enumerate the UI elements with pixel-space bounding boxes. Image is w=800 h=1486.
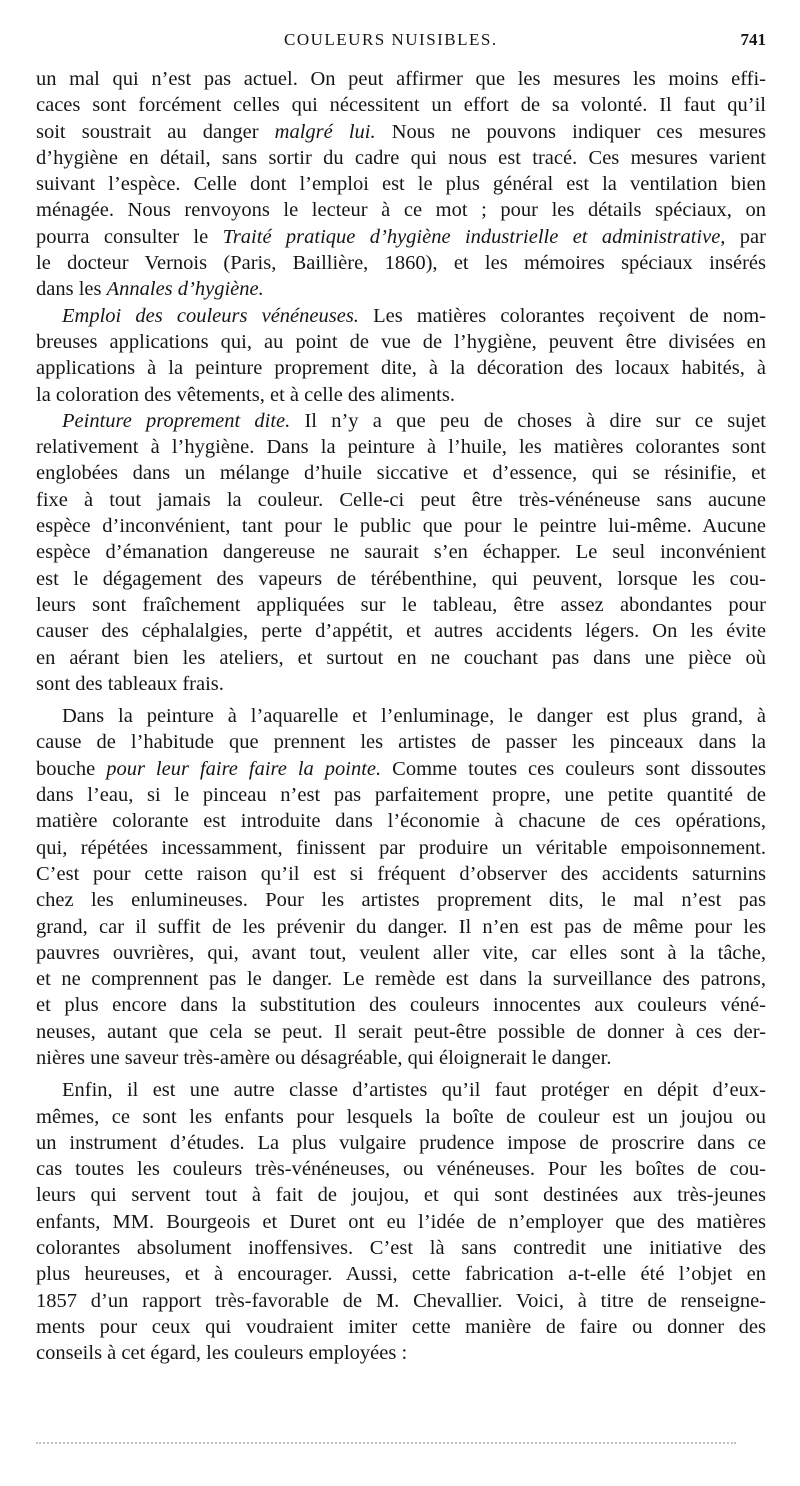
text-segment: dans l’eau, si le pinceau n’est pas parfaitement propre, une petite quantité de bbox=[36, 784, 766, 807]
text-segment: qui, répétées incessamment, finissent par produire un véritable empoisonnement. bbox=[36, 836, 766, 859]
text-line bbox=[36, 992, 766, 1018]
text-segment: et ne comprennent pas le danger. Le remède est dans la surveillance des patrons, bbox=[36, 968, 766, 991]
text-segment: applications à la peinture proprement dite, à la décoration des locaux habités, à bbox=[36, 357, 766, 380]
text-line bbox=[36, 1104, 766, 1130]
text-segment: breuses applications qui, au point de vue de l’hygiène, peuvent être divisées en bbox=[36, 330, 766, 353]
text-line bbox=[36, 197, 766, 223]
text-line bbox=[36, 729, 766, 755]
text-segment: Il n’y a que peu de choses à dire sur ce sujet bbox=[290, 409, 766, 432]
text-segment: enfants, MM. Bourgeois et Duret ont eu l’idée de n’employer que des matières bbox=[36, 1210, 766, 1233]
text-segment: fixe à tout jamais la couleur. Celle-ci peut être très-vénéneuse sans aucune bbox=[36, 488, 766, 511]
italic-text: pour leur faire faire la pointe. bbox=[106, 757, 382, 780]
text-line bbox=[36, 329, 766, 355]
text-line bbox=[36, 1130, 766, 1156]
text-segment: 1857 d’un rapport très-favorable de M. Chevallier. Voici, à titre de renseigne- bbox=[36, 1289, 766, 1312]
footer-rule bbox=[36, 1442, 736, 1448]
italic-text: malgré lui. bbox=[274, 120, 376, 143]
text-line bbox=[36, 887, 766, 913]
text-line bbox=[36, 487, 766, 513]
text-segment: pourra consulter le bbox=[36, 225, 223, 248]
text-line bbox=[36, 835, 766, 861]
text-line bbox=[36, 303, 766, 329]
text-segment: cas toutes les couleurs très-vénéneuses, ou vénéneuses. Pour les boîtes de cou- bbox=[36, 1158, 766, 1181]
text-line bbox=[36, 119, 766, 145]
text-segment: leurs qui servent tout à fait de joujou, et qui sont destinées aux très-jeunes bbox=[36, 1184, 766, 1207]
text-line bbox=[36, 355, 766, 381]
text-line bbox=[36, 703, 766, 729]
text-line bbox=[36, 1182, 766, 1208]
text-line bbox=[36, 1340, 766, 1366]
text-segment: et plus encore dans la substitution des couleurs innocentes aux couleurs véné- bbox=[36, 994, 766, 1017]
text-segment: ments pour ceux qui voudraient imiter cette manière de faire ou donner des bbox=[36, 1315, 766, 1338]
text-line bbox=[36, 224, 766, 250]
text-line bbox=[36, 92, 766, 118]
text-line bbox=[36, 250, 766, 276]
text-segment: conseils à cet égard, les couleurs employées : bbox=[36, 1342, 408, 1365]
text-segment: est le dégagement des vapeurs de térébenthine, qui peuvent, lorsque les cou- bbox=[36, 567, 766, 590]
text-line bbox=[36, 1019, 766, 1045]
text-line bbox=[36, 1045, 766, 1071]
text-line bbox=[36, 171, 766, 197]
text-segment: relativement à l’hygiène. Dans la peinture à l’huile, les matières colorantes sont bbox=[36, 436, 766, 459]
italic-text: Annales d’hygiène. bbox=[106, 278, 264, 301]
text-line bbox=[36, 861, 766, 887]
text-segment: suivant l’espèce. Celle dont l’emploi est le plus général est la ventilation bien bbox=[36, 173, 766, 196]
text-segment: neuses, autant que cela se peut. Il serait peut-être possible de donner à ces der- bbox=[36, 1020, 766, 1043]
text-segment: Comme toutes ces couleurs sont dissoutes bbox=[381, 757, 766, 780]
text-line bbox=[36, 618, 766, 644]
text-segment: leurs sont fraîchement appliquées sur le tableau, être assez abondantes pour bbox=[36, 593, 766, 616]
text-line bbox=[36, 782, 766, 808]
text-line bbox=[36, 1261, 766, 1287]
text-line bbox=[36, 276, 766, 302]
text-line bbox=[36, 756, 766, 782]
italic-text: Traité pratique d’hygiène industrielle et administrative, bbox=[222, 225, 726, 248]
text-segment: grand, car il suffit de les prévenir du danger. Il n’en est pas de même pour les bbox=[36, 915, 766, 938]
italic-text: Peinture proprement dite. bbox=[62, 409, 291, 432]
text-segment: en aérant bien les ateliers, et surtout en ne couchant pas dans une pièce où bbox=[36, 646, 766, 669]
page-number: 741 bbox=[740, 30, 766, 49]
text-segment: Nous ne pouvons indiquer ces mesures bbox=[375, 120, 766, 143]
text-segment: sont des tableaux frais. bbox=[36, 672, 224, 695]
running-title: COULEURS NUISIBLES. bbox=[284, 30, 498, 49]
text-line bbox=[36, 1235, 766, 1261]
text-line bbox=[36, 513, 766, 539]
text-segment: mêmes, ce sont les enfants pour lesquels la boîte de couleur est un joujou ou bbox=[36, 1105, 766, 1128]
text-segment: un mal qui n’est pas actuel. On peut affirmer que les mesures les moins effi- bbox=[36, 68, 766, 90]
text-segment: nières une saveur très-amère ou désagréable, qui éloignerait le danger. bbox=[36, 1046, 612, 1069]
running-header bbox=[36, 30, 766, 56]
text-segment: matière colorante est introduite dans l’économie à chacune de ces opérations, bbox=[36, 810, 766, 833]
text-segment: Dans la peinture à l’aquarelle et l’enluminage, le danger est plus grand, à bbox=[62, 705, 766, 728]
text-segment: englobées dans un mélange d’huile siccative et d’essence, qui se résinifie, et bbox=[36, 462, 766, 485]
text-segment: caces sont forcément celles qui nécessitent un effort de sa volonté. Il faut qu’il bbox=[36, 94, 766, 117]
text-segment: soit soustrait au danger bbox=[36, 120, 275, 143]
text-line bbox=[36, 940, 766, 966]
text-segment: colorantes absolument inoffensives. C’est là sans contredit une initiative des bbox=[36, 1237, 766, 1260]
text-line bbox=[36, 382, 766, 408]
text-line bbox=[36, 539, 766, 565]
text-segment: un instrument d’études. La plus vulgaire prudence impose de proscrire dans ce bbox=[36, 1131, 766, 1154]
text-segment: d’hygiène en détail, sans sortir du cadre qui nous est tracé. Ces mesures varient bbox=[36, 146, 766, 169]
text-segment: ménagée. Nous renvoyons le lecteur à ce mot ; pour les détails spéciaux, on bbox=[36, 199, 766, 222]
text-line bbox=[36, 1209, 766, 1235]
text-segment: espèce d’inconvénient, tant pour le public que pour le peintre lui-même. Aucune bbox=[36, 515, 766, 538]
italic-text: Emploi des couleurs vénéneuses. bbox=[62, 304, 359, 327]
text-line bbox=[36, 1077, 766, 1103]
body-text bbox=[36, 66, 766, 1367]
text-line bbox=[36, 1156, 766, 1182]
text-segment: cause de l’habitude que prennent les artistes de passer les pinceaux dans la bbox=[36, 731, 766, 754]
text-line bbox=[36, 914, 766, 940]
text-line bbox=[36, 566, 766, 592]
text-segment: Enfin, il est une autre classe d’artistes qu’il faut protéger en dépit d’eux- bbox=[62, 1079, 766, 1102]
text-line bbox=[36, 1288, 766, 1314]
text-line bbox=[36, 460, 766, 486]
text-line bbox=[36, 645, 766, 671]
text-line bbox=[36, 1314, 766, 1340]
text-segment: plus heureuses, et à encourager. Aussi, cette fabrication a-t-elle été l’objet en bbox=[36, 1263, 766, 1286]
text-segment: Les matières colorantes reçoivent de nom- bbox=[358, 304, 766, 327]
text-segment: C’est pour cette raison qu’il est si fréquent d’observer des accidents saturnins bbox=[36, 862, 766, 885]
text-line bbox=[36, 671, 766, 697]
text-segment: causer des céphalalgies, perte d’appétit, et autres accidents légers. On les évite bbox=[36, 620, 766, 643]
text-segment: espèce d’émanation dangereuse ne saurait s’en échapper. Le seul inconvénient bbox=[36, 541, 766, 564]
text-segment: par bbox=[725, 225, 766, 248]
text-segment: bouche bbox=[36, 757, 107, 780]
text-segment: dans les bbox=[36, 278, 107, 301]
text-line bbox=[36, 66, 766, 92]
text-segment: chez les enlumineuses. Pour les artistes proprement dits, le mal n’est pas bbox=[36, 889, 766, 912]
text-line bbox=[36, 145, 766, 171]
text-line bbox=[36, 966, 766, 992]
text-line bbox=[36, 408, 766, 434]
text-segment: pauvres ouvrières, qui, avant tout, veulent aller vite, car elles sont à la tâche, bbox=[36, 941, 766, 964]
text-segment: la coloration des vêtements, et à celle des aliments. bbox=[36, 383, 455, 406]
text-line bbox=[36, 434, 766, 460]
text-segment: le docteur Vernois (Paris, Baillière, 1860), et les mémoires spéciaux insérés bbox=[36, 252, 766, 275]
text-line bbox=[36, 808, 766, 834]
text-line bbox=[36, 592, 766, 618]
